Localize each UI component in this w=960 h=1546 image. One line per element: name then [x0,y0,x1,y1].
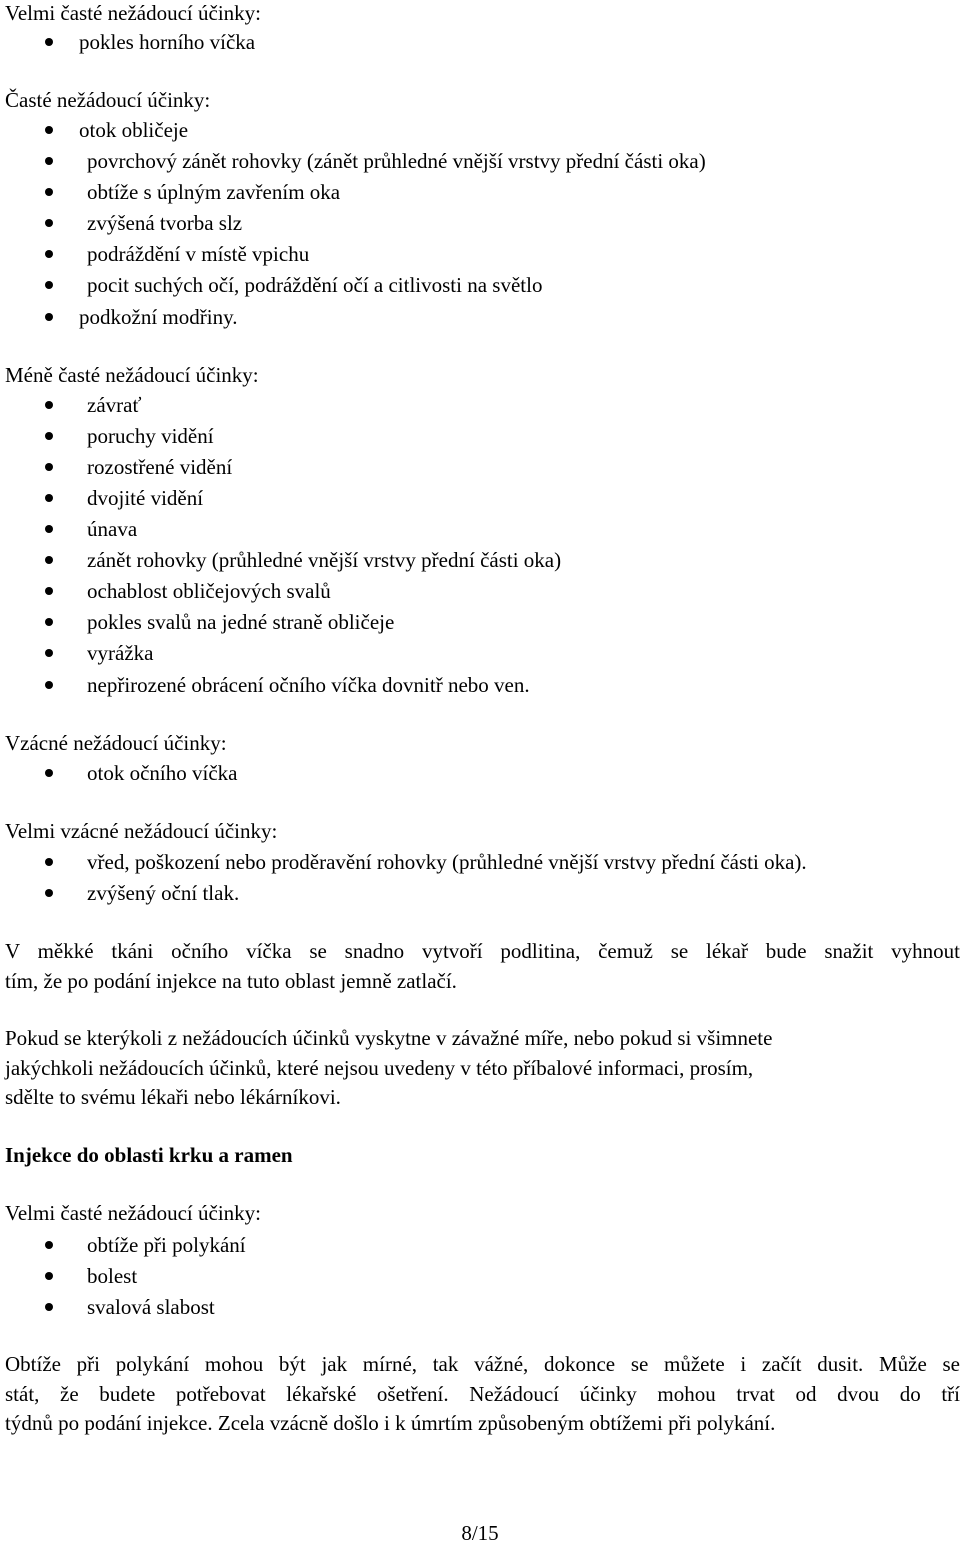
list-item-text: únava [87,517,138,541]
very-common-label: Velmi časté nežádoucí účinky: [5,1,261,25]
list-item [0,1294,960,1320]
list-item-text: pokles svalů na jedné straně obličeje [87,610,395,634]
list-item-text: závrať [87,393,142,417]
list-item [0,148,960,174]
list-item [0,547,960,573]
bullet-icon [45,432,53,440]
bullet-icon [45,38,53,46]
common-label: Časté nežádoucí účinky: [5,88,211,112]
list-item-text: pokles horního víčka [79,30,256,54]
list-item-text: nepřirozené obrácení očního víčka dovnitř nebo ven. [87,673,530,697]
swallow-paragraph-line: týdnů po podání injekce. Zcela vzácně došlo i k úmrtím způsobeným obtížemi při polykání. [5,1411,776,1435]
bullet-icon [45,1303,53,1311]
list-item [0,304,960,330]
bullet-icon [45,587,53,595]
list-item [0,640,960,666]
list-item-text: zvýšená tvorba slz [87,211,243,235]
list-item [0,392,960,418]
very-common-label: Velmi časté nežádoucí účinky: [5,1201,261,1225]
bullet-icon [45,157,53,165]
bullet-icon [45,494,53,502]
list-item [0,880,960,906]
list-item-text: rozostřené vidění [87,455,233,479]
list-item [0,516,960,542]
swallow-paragraph-line: stát, že budete potřebovat lékařské ošetření. Nežádoucí účinky mohou trvat od dvou do tří [5,1382,960,1406]
bullet-icon [45,556,53,564]
list-item-text: otok očního víčka [87,761,238,785]
list-item [0,423,960,449]
bullet-icon [45,281,53,289]
very-rare-label: Velmi vzácné nežádoucí účinky: [5,819,278,843]
list-item [0,760,960,786]
list-item-text: pocit suchých očí, podráždění očí a citlivosti na světlo [87,273,543,297]
bullet-icon [45,250,53,258]
list-item-text: obtíže s úplným zavřením oka [87,180,341,204]
list-item-text: bolest [87,1264,138,1288]
list-item [0,117,960,143]
bullet-icon [45,401,53,409]
list-item-text: otok obličeje [79,118,189,142]
list-item [0,1232,960,1258]
bullet-icon [45,858,53,866]
bullet-icon [45,889,53,897]
bullet-icon [45,313,53,321]
swallow-paragraph-line: Obtíže při polykání mohou být jak mírné, tak vážné, dokonce se můžete i začít dusit. Může se [5,1352,960,1376]
list-item-text: svalová slabost [87,1295,215,1319]
list-item [0,609,960,635]
list-item-text: vyrážka [87,641,154,665]
page-number: 8/15 [461,1521,499,1545]
bullet-icon [45,219,53,227]
bullet-icon [45,1241,53,1249]
list-item [0,210,960,236]
list-item [0,454,960,480]
list-item-text: zánět rohovky (průhledné vnější vrstvy přední části oka) [87,548,562,572]
list-item-text: dvojité vidění [87,486,204,510]
list-item-text: ochablost obličejových svalů [87,579,331,603]
section-heading: Injekce do oblasti krku a ramen [5,1143,293,1167]
list-item [0,179,960,205]
list-item-text: vřed, poškození nebo proděravění rohovky (průhledné vnější vrstvy přední části oka). [87,850,807,874]
list-item [0,1263,960,1289]
list-item [0,241,960,267]
bullet-icon [45,618,53,626]
list-item-text: podkožní modřiny. [79,305,238,329]
list-item [0,485,960,511]
bullet-icon [45,188,53,196]
list-item-text: poruchy vidění [87,424,214,448]
bullet-icon [45,463,53,471]
report-paragraph-line: jakýchkoli nežádoucích účinků, které nejsou uvedeny v této příbalové informaci, prosím, [5,1056,754,1080]
report-paragraph-line: sdělte to svému lékaři nebo lékárníkovi. [5,1085,341,1109]
bullet-icon [45,681,53,689]
bullet-icon [45,525,53,533]
bullet-icon [45,126,53,134]
list-item [0,29,960,55]
list-item-text: obtíže při polykání [87,1233,246,1257]
report-paragraph-line: Pokud se kterýkoli z nežádoucích účinků vyskytne v závažné míře, nebo pokud si všimnete [5,1026,773,1050]
bullet-icon [45,649,53,657]
uncommon-label: Méně časté nežádoucí účinky: [5,363,259,387]
list-item-text: zvýšený oční tlak. [87,881,240,905]
bruise-paragraph-line: tím, že po podání injekce na tuto oblast jemně zatlačí. [5,969,457,993]
list-item-text: povrchový zánět rohovky (zánět průhledné vnější vrstvy přední části oka) [87,149,706,173]
bruise-paragraph-line: V měkké tkáni očního víčka se snadno vytvoří podlitina, čemuž se lékař bude snažit vyhnout [5,939,960,963]
list-item [0,672,960,698]
bullet-icon [45,769,53,777]
list-item [0,849,960,875]
rare-label: Vzácné nežádoucí účinky: [5,731,227,755]
list-item [0,272,960,298]
list-item [0,578,960,604]
bullet-icon [45,1272,53,1280]
list-item-text: podráždění v místě vpichu [87,242,310,266]
